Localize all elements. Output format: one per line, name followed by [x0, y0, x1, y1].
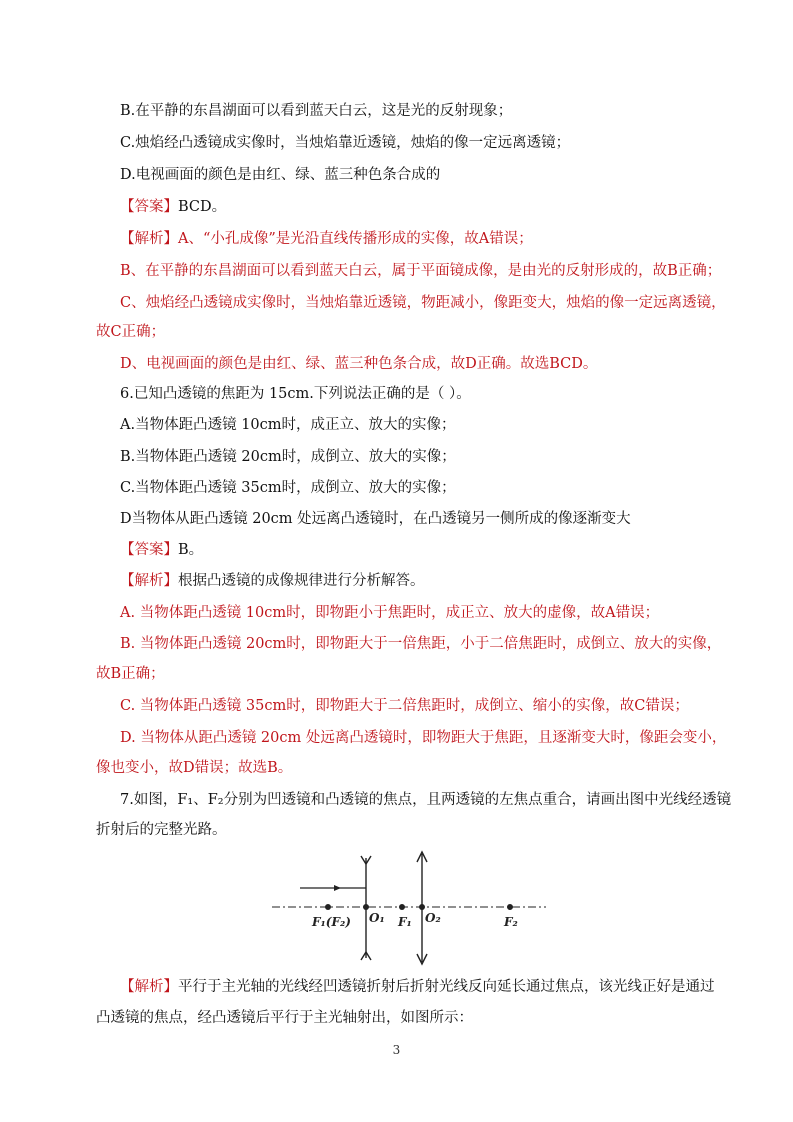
answer-text: B。: [178, 542, 204, 558]
label-o2: O₂: [425, 911, 441, 925]
question-6-option-d: D当物体从距凸透镜 20cm 处远离凸透镜时，在凸透镜另一侧所成的像逐渐变大: [120, 511, 631, 527]
point-f1: [399, 904, 405, 910]
label-o1: O₁: [369, 911, 385, 925]
option-c-line: C.烛焰经凸透镜成实像时，当烛焰靠近透镜，烛焰的像一定远离透镜；: [120, 135, 571, 151]
explanation-6d: D. 当物体从距凸透镜 20cm 处远离凸透镜时，即物距大于焦距，且逐渐变大时，像距会变小，: [120, 730, 727, 746]
answer-line-q6: [120, 540, 203, 560]
explanation-line-q5: [120, 229, 533, 249]
lens-diagram: [270, 848, 570, 968]
page-number: 3: [392, 1043, 401, 1057]
explanation-6b-cont: 故B正确；: [96, 666, 165, 682]
question-6: 6.已知凸透镜的焦距为 15cm.下列说法正确的是（ ）。: [120, 386, 471, 402]
explanation-c: C、烛焰经凸透镜成实像时，当烛焰靠近透镜，物距减小，像距变大，烛焰的像一定远离透镜，: [120, 295, 726, 311]
point-f2: [507, 904, 513, 910]
label-f1: F₁: [398, 915, 412, 929]
explanation-d: D、电视画面的颜色是由红、绿、蓝三种色条合成，故D正确。故选BCD。: [120, 356, 598, 372]
explanation-6a: A. 当物体距凸透镜 10cm时，即物距小于焦距时，成正立、放大的虚像，故A错误；: [120, 605, 660, 621]
explanation-line-q6: [120, 571, 425, 591]
explanation-tag: 【解析】: [120, 979, 178, 995]
explanation-c-cont: 故C正确；: [96, 324, 166, 340]
explanation-6b: B. 当物体距凸透镜 20cm时，即物距大于一倍焦距，小于二倍焦距时，成倒立、放大的实像，: [120, 636, 722, 652]
option-b-line: B.在平静的东昌湖面可以看到蓝天白云，这是光的反射现象；: [120, 103, 513, 119]
answer-line-q5: [120, 197, 226, 217]
label-f2: F₂: [504, 915, 518, 929]
explanation-6c: C. 当物体距凸透镜 35cm时，即物距大于二倍焦距时，成倒立、缩小的实像，故C错误；: [120, 698, 689, 714]
answer-tag: 【答案】: [120, 542, 178, 558]
point-o2: [419, 904, 425, 910]
incident-ray-arrow: [334, 885, 341, 891]
explanation-6d-cont: 像也变小，故D错误；故选B。: [96, 760, 293, 776]
explanation-b: B、在平静的东昌湖面可以看到蓝天白云，属于平面镜成像，是由光的反射形成的，故B正确；: [120, 263, 722, 279]
explanation-line-q7: [120, 977, 715, 997]
explanation-q7-cont: 凸透镜的焦点，经凸透镜后平行于主光轴射出，如图所示：: [96, 1010, 473, 1026]
question-7-cont: 折射后的完整光路。: [96, 822, 227, 838]
explanation-text: 根据凸透镜的成像规律进行分析解答。: [178, 573, 425, 589]
question-6-option-a: A.当物体距凸透镜 10cm时，成正立、放大的实像；: [120, 417, 456, 433]
answer-text: BCD。: [178, 199, 227, 215]
point-o1: [363, 904, 369, 910]
option-d-line: D.电视画面的颜色是由红、绿、蓝三种色条合成的: [120, 167, 441, 183]
point-f1-f2: [325, 904, 331, 910]
question-7: 7.如图，F₁、F₂分别为凹透镜和凸透镜的焦点，且两透镜的左焦点重合，请画出图中光线经透镜: [120, 792, 732, 808]
answer-tag: 【答案】: [120, 199, 178, 215]
explanation-text: A、“小孔成像”是光沿直线传播形成的实像，故A错误；: [178, 231, 533, 247]
explanation-tag: 【解析】: [120, 573, 178, 589]
explanation-text: 平行于主光轴的光线经凹透镜折射后折射光线反向延长通过焦点，该光线正好是通过: [178, 979, 715, 995]
question-6-option-c: C.当物体距凸透镜 35cm时，成倒立、放大的实像；: [120, 480, 456, 496]
explanation-tag: 【解析】: [120, 231, 178, 247]
question-6-option-b: B.当物体距凸透镜 20cm时，成倒立、放大的实像；: [120, 449, 456, 465]
label-f1-f2: F₁(F₂): [312, 915, 351, 929]
